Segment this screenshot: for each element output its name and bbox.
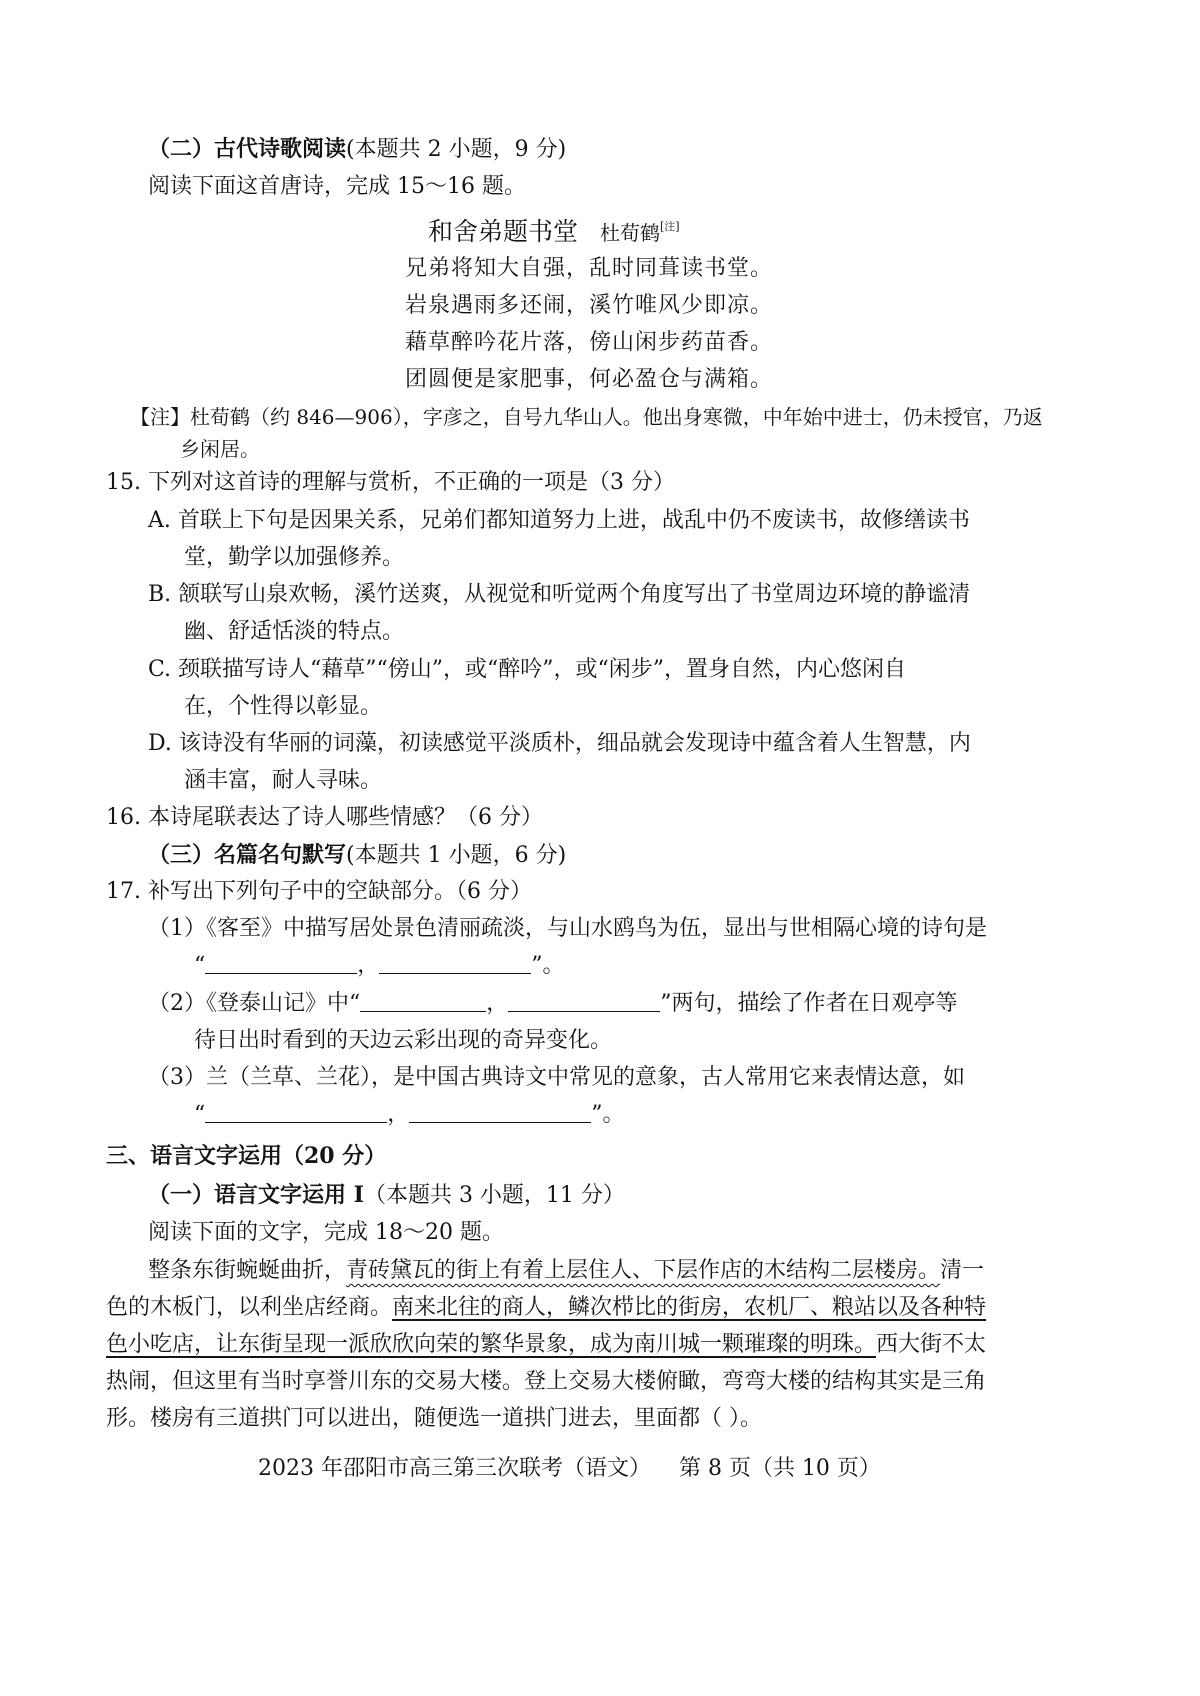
poem-line-2: 岩泉遇雨多还闹，溪竹唯风少即凉。 <box>405 293 774 318</box>
q17-part3-blanks: “ ， ”。 <box>194 1102 625 1127</box>
passage-text: 西大街不太 <box>876 1332 987 1357</box>
q17-part2-cont: 待日出时看到的天边云彩出现的奇异变化。 <box>194 1028 613 1053</box>
answer-blank[interactable] <box>360 991 486 1012</box>
passage-line-2 <box>106 1293 986 1323</box>
answer-blank[interactable] <box>379 953 531 974</box>
answer-blank[interactable] <box>205 1102 387 1123</box>
poem-title-row <box>428 210 680 251</box>
q17-part2: （2）《登泰山记》中“ ， ”两句，描绘了作者在日观亭等 <box>148 991 958 1016</box>
passage-text: 清一 <box>940 1258 985 1283</box>
passage-line-4: 热闹，但这里有当时享誉川东的交易大楼。登上交易大楼俯瞰，弯弯大楼的结构其实是三角 <box>106 1369 987 1394</box>
poem-note-line-1: 【注】杜荀鹤（约 846—906），字彦之，自号九华山人。他出身寒微，中年始中进士，仍未授官，乃返 <box>130 405 1043 429</box>
sub-heading-detail: （本题共 3 小题，11 分） <box>363 1183 625 1208</box>
page-footer: 2023 年邵阳市高三第三次联考（语文） 第 8 页（共 10 页） <box>258 1456 881 1481</box>
passage-text: 色的木板门，以利坐店经商。 <box>106 1295 393 1320</box>
poem-title: 和舍弟题书堂 <box>428 217 579 246</box>
section-heading-bold: （三）名篇名句默写 <box>148 842 347 868</box>
q15-option-c-cont: 在，个性得以彰显。 <box>184 694 383 719</box>
answer-blank[interactable] <box>508 991 660 1012</box>
poetry-instruction: 阅读下面这首唐诗，完成 15～16 题。 <box>148 174 526 199</box>
q15-option-c: C. 颈联描写诗人“藉草”“傍山”，或“醉吟”，或“闲步”，置身自然，内心悠闲自 <box>148 657 907 682</box>
q17-part2-prefix: （2）《登泰山记》中“ <box>148 991 361 1016</box>
passage-underlined-text: 南来北往的商人，鳞次栉比的街房，农机厂、粮站以及各种特 <box>392 1295 987 1320</box>
section-heading-language: 三、语言文字运用（20 分） <box>106 1143 387 1169</box>
q15-option-d-cont: 涵丰富，耐人寻味。 <box>184 768 383 793</box>
passage-line-1 <box>148 1256 984 1286</box>
q15-option-a-cont: 堂，勤学以加强修养。 <box>184 545 405 570</box>
q17-part1: （1）《客至》中描写居处景色清丽疏淡，与山水鸥鸟为伍，显出与世相隔心境的诗句是 <box>148 916 987 941</box>
q15-option-b-cont: 幽、舒适恬淡的特点。 <box>184 619 405 644</box>
poem-author: 杜荀鹤 <box>600 221 661 245</box>
section-heading-poetry <box>148 134 566 165</box>
passage-underlined-text: 青砖黛瓦的街上有着上层住人、下层作店的木结构二层楼房。 <box>346 1258 941 1283</box>
answer-blank[interactable] <box>409 1102 591 1123</box>
q17-part1-blanks: “ ， ”。 <box>194 953 565 978</box>
q15-option-d: D. 该诗没有华丽的词藻，初读感觉平淡质朴，细品就会发现诗中蕴含着人生智慧，内 <box>148 731 971 756</box>
q17-stem: 17. 补写出下列句子中的空缺部分。（6 分） <box>106 879 532 904</box>
passage-underlined-text: 色小吃店，让东街呈现一派欣欣向荣的繁华景象，成为南川城一颗璀璨的明珠。 <box>106 1332 877 1357</box>
q15-stem: 15. 下列对这首诗的理解与赏析，不正确的一项是（3 分） <box>106 470 675 495</box>
q17-part2-suffix: ”两句，描绘了作者在日观亭等 <box>660 991 958 1016</box>
q15-option-a: A. 首联上下句是因果关系，兄弟们都知道努力上进，战乱中仍不废读书，故修缮读书 <box>148 508 970 533</box>
passage-line-5: 形。楼房有三道拱门可以进出，随便选一道拱门进去，里面都（ ）。 <box>106 1406 762 1431</box>
q15-option-b: B. 颔联写山泉欢畅，溪竹送爽，从视觉和听觉两个角度写出了书堂周边环境的静谧清 <box>148 582 971 607</box>
answer-blank[interactable] <box>205 953 357 974</box>
note-marker: [注] <box>660 220 680 233</box>
section-heading-dictation <box>148 840 566 871</box>
poem-note-line-2: 乡闲居。 <box>180 437 260 461</box>
section-heading-detail: (本题共 2 小题，9 分) <box>346 137 567 162</box>
passage-text: 整条东街蜿蜒曲折， <box>148 1258 347 1283</box>
section-heading-detail: (本题共 1 小题，6 分) <box>346 843 567 868</box>
poem-line-1: 兄弟将知大自强，乱时同葺读书堂。 <box>405 256 774 281</box>
language-instruction: 阅读下面的文字，完成 18～20 题。 <box>148 1220 504 1245</box>
passage-line-3 <box>106 1330 986 1360</box>
sub-heading-language <box>148 1180 625 1211</box>
poem-line-3: 藉草醉吟花片落，傍山闲步药苗香。 <box>405 330 774 355</box>
section-heading-bold: （二）古代诗歌阅读 <box>148 136 347 162</box>
q16-stem: 16. 本诗尾联表达了诗人哪些情感？（6 分） <box>106 805 543 830</box>
sub-heading-bold: （一）语言文字运用 I <box>148 1182 364 1208</box>
poem-line-4: 团圆便是家肥事，何必盈仓与满箱。 <box>405 367 774 392</box>
q17-part3: （3）兰（兰草、兰花），是中国古典诗文中常见的意象，古人常用它来表情达意，如 <box>148 1065 965 1090</box>
